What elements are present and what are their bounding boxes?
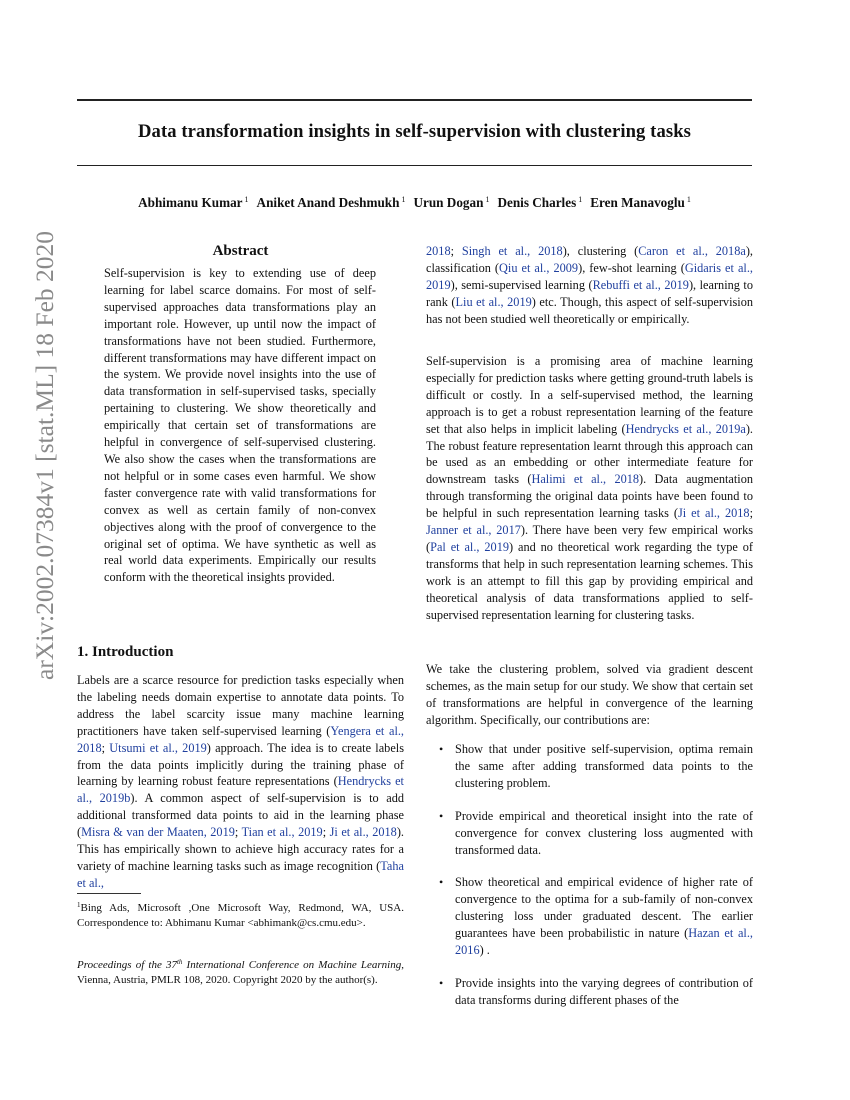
citation-link[interactable]: Gidaris et al., 2019: [426, 260, 753, 292]
citation-link[interactable]: Ji et al., 2018: [677, 506, 750, 521]
proceedings-ordinal: th: [176, 958, 183, 966]
citation-link[interactable]: Utsumi et al., 2019: [109, 740, 207, 755]
contribution-item: [426, 874, 753, 959]
citation-link[interactable]: Tian et al., 2019: [241, 825, 323, 840]
text-run: ). There have been very few empirical works (: [426, 523, 754, 554]
text-run: Provide empirical and theoretical insight into the rate of convergence for convex clustering loss augmented with transformed data.: [455, 808, 753, 857]
text-run: ), few-shot learning (: [578, 260, 685, 275]
author-affiliation-mark: 1: [244, 195, 249, 204]
text-run: ), classification (: [426, 244, 753, 275]
text-run: ). This has empirically shown to achieve high accuracy rates for a variety of machine learning tasks such as image recognition (: [77, 825, 404, 873]
citation-link[interactable]: Liu et al., 2019: [455, 294, 532, 309]
citation-link[interactable]: Singh et al., 2018: [461, 244, 563, 258]
text-run: Labels are a scarce resource for prediction tasks especially when the labeling needs domain expertise to annotate data points. To address the label scarcity issue many machine learning practitioners have taken self-supervised learning (: [77, 673, 404, 738]
citation-link[interactable]: Janner et al., 2017: [426, 523, 521, 538]
proceedings-details: , Vienna, Austria, PMLR 108, 2020. Copyright 2020 by the author(s).: [77, 959, 404, 987]
proceedings-venue: International Conference on Machine Learning: [182, 959, 402, 971]
author: [257, 195, 406, 210]
author: [497, 195, 582, 210]
author: [590, 195, 691, 210]
text-run: ). A common aspect of self-supervision is to add additional transformed data points to aid in the learning phase (: [77, 791, 404, 840]
abstract-heading: Abstract: [212, 243, 269, 259]
citation-link[interactable]: Hendrycks et al., 2019b: [77, 774, 404, 806]
text-run: Provide insights into the varying degrees of contribution of data transforms during different phases of the: [455, 975, 753, 1007]
text-run: ;: [234, 825, 242, 840]
bullet-icon: •: [439, 808, 444, 823]
author-affiliation-mark: 1: [578, 195, 583, 204]
citation-link[interactable]: Halimi et al., 2018: [531, 472, 640, 487]
footnote-text: Bing Ads, Microsoft ,One Microsoft Way, Redmond, WA, USA. Correspondence to: Abhimanu Kumar <abhimank@cs.cmu.edu>.: [77, 902, 404, 930]
footnote-rule: [77, 893, 141, 894]
author-name: Denis Charles: [497, 195, 577, 210]
text-run: Show theoretical and empirical evidence of higher rate of convergence to the optima for a sub-family of non-convex clustering loss under graduated descent. The earlier guarantees have been probabilistic in nature (: [455, 875, 753, 941]
contribution-item: [426, 808, 753, 859]
citation-link[interactable]: Hendrycks et al., 2019a: [625, 421, 746, 436]
text-run: ) approach. The idea is to create labels from the data points implicitly during the training phase of learning by learning robust feature representations (: [77, 740, 404, 789]
citation-link[interactable]: Qiu et al., 2009: [499, 260, 579, 275]
author-name: Eren Manavoglu: [590, 195, 685, 210]
right-paragraph-2: [426, 353, 753, 624]
proceedings-venue-pre: Proceedings of the 37: [77, 959, 177, 971]
contributions-list: [426, 741, 753, 1025]
citation-link[interactable]: Ji et al., 2018: [329, 825, 397, 840]
author: [413, 195, 489, 210]
citation-link[interactable]: Rebuffi et al., 2019: [592, 277, 689, 292]
abstract-body: Self-supervision is key to extending use of deep learning for label scarce domains. For most of self-supervised approaches data transformations play an important role. However, up until now the impact of transformations have not been studied. Furthermore, different transformations may have different impact on the system. We provide novel insights into the use of data transformation in self-supervised tasks, specially pertaining to clustering. We show theoretically and empirically that certain set of transformations are helpful in convergence of self-supervised clustering. We also show the cases when the transformations are not helpful or in some cases even harmful. We show faster convergence rate with valid transformations for convex as well as certain family of non-convex objectives along with the proof of convergence to the original set of optima. We have synthetic as well as real world data experiments. Empirically our results conform with the theoretical insights provided.: [104, 266, 376, 585]
footnote: [77, 898, 404, 932]
citation-link[interactable]: Hazan et al., 2016: [455, 926, 753, 958]
bullet-icon: •: [439, 975, 444, 990]
citation-link[interactable]: Misra & van der Maaten, 2019: [81, 825, 235, 840]
author: [138, 195, 248, 210]
author-affiliation-mark: 1: [401, 195, 406, 204]
author-list: [77, 195, 752, 211]
citation-link[interactable]: 2018: [426, 244, 451, 258]
paper-title: Data transformation insights in self-supervision with clustering tasks: [138, 121, 691, 142]
author-name: Urun Dogan: [413, 195, 484, 210]
text-run: ) etc. Though, this aspect of self-supervision has not been studied well theoretically or empirically.: [426, 294, 753, 326]
right-paragraph-3: We take the clustering problem, solved via gradient descent schemes, as the main setup for our study. We show that certain set of transformations are helpful in convergence of the learning algorithm. Specifically, our contributions are:: [426, 662, 753, 727]
text-run: ;: [450, 244, 462, 258]
text-run: ) .: [479, 943, 490, 958]
title-top-rule: [77, 99, 752, 101]
text-run: ) and no theoretical work regarding the type of transforms that help in such representation learning schemes. This work is an attempt to fill this gap by providing empirical and theoretical analysis of data transformations applied to self-supervised representation learning for clustering tasks.: [426, 539, 753, 622]
intro-paragraph: [77, 672, 404, 892]
citation-link[interactable]: Pal et al., 2019: [430, 539, 509, 554]
author-affiliation-mark: 1: [686, 195, 691, 204]
title-bottom-rule: [77, 165, 752, 166]
contribution-item: [426, 975, 753, 1009]
citation-link[interactable]: Taha et al.,: [77, 858, 404, 890]
arxiv-stamp: arXiv:2002.07384v1 [stat.ML] 18 Feb 2020: [30, 230, 59, 680]
text-run: ). The robust feature representation learnt through this approach can be used as an embedding or other intermediate feature for downstream tasks (: [426, 421, 753, 487]
text-run: Self-supervision is a promising area of machine learning especially for prediction tasks where getting ground-truth labels is difficult or costly. In a self-supervised method, the learning approach is to get a robust representation learning of the feature set that also helps in implicit labeling (: [426, 354, 753, 436]
text-run: ), learning to rank (: [426, 277, 753, 309]
text-run: ;: [101, 740, 110, 755]
text-run: ;: [322, 825, 330, 840]
footnote-mark: 1: [77, 901, 81, 909]
proceedings-note: [77, 955, 404, 989]
citation-link[interactable]: Caron et al., 2018a: [638, 244, 746, 258]
text-run: ;: [749, 506, 753, 521]
text-run: ), semi-supervised learning (: [450, 277, 593, 292]
section-heading-introduction: 1. Introduction: [77, 644, 174, 660]
bullet-icon: •: [439, 742, 444, 756]
text-run: ), clustering (: [562, 244, 639, 258]
author-name: Aniket Anand Deshmukh: [256, 195, 400, 210]
bullet-icon: •: [439, 875, 444, 890]
contribution-item: [426, 741, 753, 792]
text-run: Show that under positive self-supervision, optima remain the same after adding transformed data points to the clustering problem.: [455, 742, 753, 790]
right-paragraph-1: [426, 243, 753, 328]
text-run: ). Data augmentation through transforming the original data points have been found to be helpful in such representation learning tasks (: [426, 472, 753, 521]
author-name: Abhimanu Kumar: [138, 195, 243, 210]
author-affiliation-mark: 1: [485, 195, 490, 204]
citation-link[interactable]: Yengera et al., 2018: [77, 723, 405, 755]
